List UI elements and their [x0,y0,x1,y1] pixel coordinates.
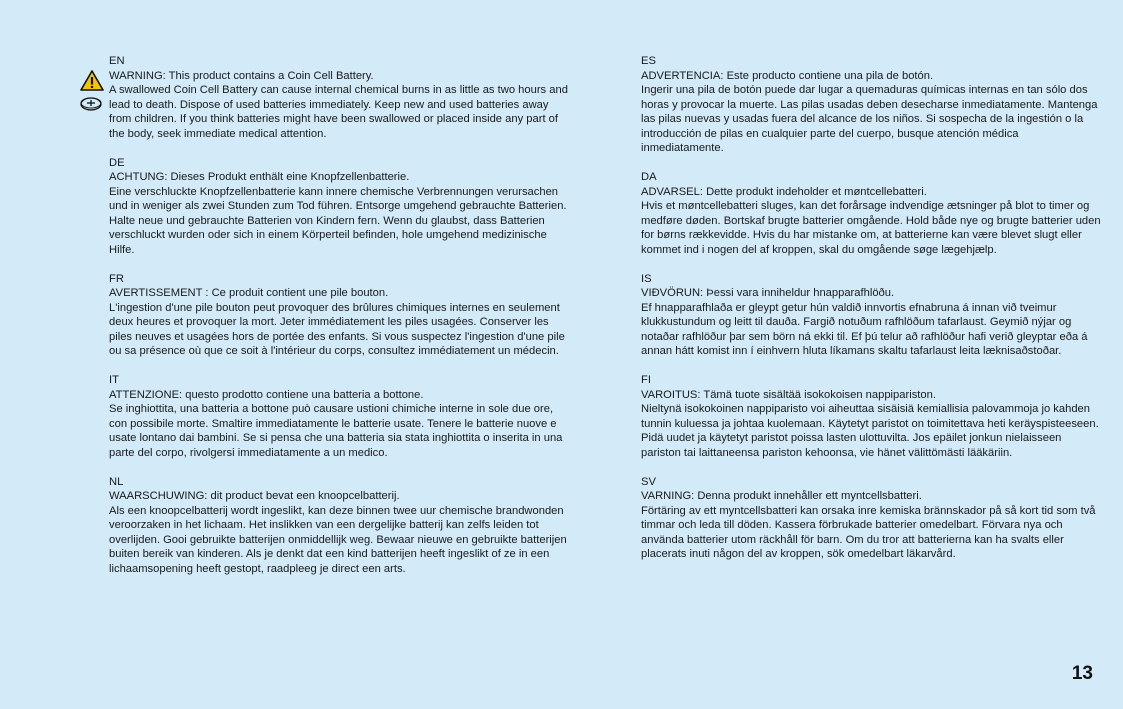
language-code: NL [109,475,124,488]
warning-body: Eine verschluckte Knopfzellenbatterie kann innere chemische Verbrennungen verursachen und in weniger als zwei Stunden zum Tod führen. Entsorge umgehend gebrauchte Batterien. Halte neue und gebrauchte Batterien von Kindern fern. Wenn du glaubst, dass Batterien verschluckt wurden oder sich in einem Körperteil befinden, hole umgehend medizinische Hilfe. [109,185,567,256]
warning-section-de [109,156,569,258]
warning-section-fr [109,272,569,359]
language-code: FI [641,374,651,386]
warning-title: VARNING: Denna produkt innehåller ett myntcellsbatteri. [641,490,922,502]
right-column [641,54,1101,576]
warning-body: Ingerir una pila de botón puede dar lugar a quemaduras químicas internas en tan sólo dos horas y provocar la muerte. Las pilas usadas deben desecharse inmediatamente. Mantenga las pilas nuevas y usadas fuera del alcance de los niños. Si sospecha de la ingestión o la introducción de pilas en cualquier parte del cuerpo, busque atención médica inmediatamente. [641,84,1098,154]
warning-body: Hvis et møntcellebatteri sluges, kan det forårsage indvendige ætsninger på blot to timer og medføre døden. Bortskaf brugte batterier omgående. Hold både nye og brugte batterier uden for børns rækkevidde. Hvis du har mistanke om, at batterierne kan være blevet slugt eller kommet ind i nogen del af kroppen, skal du omgående søge lægehjælp. [641,200,1101,256]
warning-body: Förtäring av ett myntcellsbatteri kan orsaka inre kemiska brännskador på så kort tid som två timmar och leda till döden. Kassera förbrukade batterier omedelbart. Förvara nya och använda batterier utom räckhåll för barn. Om du tror att batterierna kan ha svalts eller placerats inuti någon del av kroppen, sök omedelbart läkarvård. [641,504,1096,560]
warning-section-it [109,373,569,460]
warning-title: ACHTUNG: Dieses Produkt enthält eine Knopfzellenbatterie. [109,171,410,183]
language-code: IT [109,374,119,386]
language-code: DE [109,156,125,169]
warning-section-en [109,54,569,141]
warning-section-da [641,170,1101,257]
language-code: SV [641,475,656,488]
warning-section-sv [641,475,1101,562]
warning-title: WARNING: This product contains a Coin Cell Battery. [109,69,374,82]
warning-title: ATTENZIONE: questo prodotto contiene una batteria a bottone. [109,388,424,401]
warning-body: A swallowed Coin Cell Battery can cause internal chemical burns in as little as two hours and lead to death. Dispose of used batteries immediately. Keep new and used batteries away from children. If you think batteries might have been swallowed or placed inside any part of the body, seek immediate medical attention. [109,84,568,140]
warning-section-fi [641,373,1101,460]
language-code: EN [109,55,125,67]
warning-section-is [641,272,1101,359]
warning-title: AVERTISSEMENT : Ce produit contient une pile bouton. [109,287,389,299]
warning-triangle-icon [80,70,104,91]
warning-title: WAARSCHUWING: dit product bevat een knoopcelbatterij. [109,490,400,502]
warning-body: Se inghiottita, una batteria a bottone può causare ustioni chimiche interne in sole due ore, con possibile morte. Smaltire immediatamente le batterie usate. Tenere le batterie nuove e usate lontano dai bambini. Se si pensa che una batteria sia stata inghiottita o inserita in una parte del corpo, rivolgersi immediatamente a un medico. [109,403,563,459]
warning-section-es [641,54,1101,156]
safety-icons [80,70,106,111]
warning-title: ADVARSEL: Dette produkt indeholder et møntcellebatteri. [641,185,927,198]
warning-body: Ef hnapparafhlaða er gleypt getur hún valdið innvortis efnabruna á innan við tveimur klukkustundum og leitt til dauða. Fargið notuðum rafhlöðum tafarlaust. Geymið nýjar og notaðar rafhlöður þar sem börn ná ekki til. Ef þú telur að rafhlöður hafi verið gleyptar eða á annan hátt komist inn í einhvern hluta líkamans skaltu tafarlaust leita læknisaðstoðar. [641,301,1088,357]
left-column [109,54,569,591]
warning-section-nl [109,475,569,577]
warning-body: Als een knoopcelbatterij wordt ingeslikt, kan deze binnen twee uur chemische brandwonden veroorzaken in het lichaam. Het inslikken van een dergelijke batterij kan zelfs leiden tot overlijden. Gooi gebruikte batterijen onmiddellijk weg. Bewaar nieuwe en gebruikte batterijen buiten bereik van kinderen. Als je denkt dat een kind batterijen heeft ingeslikt of ze in een lichaamsopening heeft gestopt, raadpleeg je direct een arts. [109,504,567,575]
warning-body: Nieltynä isokokoinen nappiparisto voi aiheuttaa sisäisiä kemiallisia palovammoja jo kahden tunnin kuluessa ja johtaa kuolemaan. Käytetyt paristot on toimitettava heti keräyspisteeseen. Pidä uudet ja käytetyt paristot poissa lasten ulottuvilta. Jos epäilet jonkun nielaisseen pariston tai laittaneensa pariston kehoonsa, vie hänet välittömästi lääkäriin. [641,403,1099,459]
language-code: FR [109,272,124,285]
language-code: IS [641,272,652,285]
warning-body: L'ingestion d'une pile bouton peut provoquer des brûlures chimiques internes en seulement deux heures et provoquer la mort. Jeter immédiatement les piles usagées. Conserver les piles neuves et usagées hors de portée des enfants. Si vous suspectez l'ingestion d'une pile ou sa présence où que ce soit à l'intérieur du corps, consultez immédiatement un médecin. [109,301,565,357]
language-code: ES [641,55,656,67]
warning-title: ADVERTENCIA: Este producto contiene una pila de botón. [641,69,934,82]
warning-title: VAROITUS: Tämä tuote sisältää isokokoisen nappipariston. [641,388,936,401]
language-code: DA [641,171,657,183]
coin-cell-battery-icon [80,97,102,111]
warning-title: VIÐVÖRUN: Þessi vara inniheldur hnapparafhlöðu. [641,287,895,299]
page-number: 13 [1071,663,1093,684]
